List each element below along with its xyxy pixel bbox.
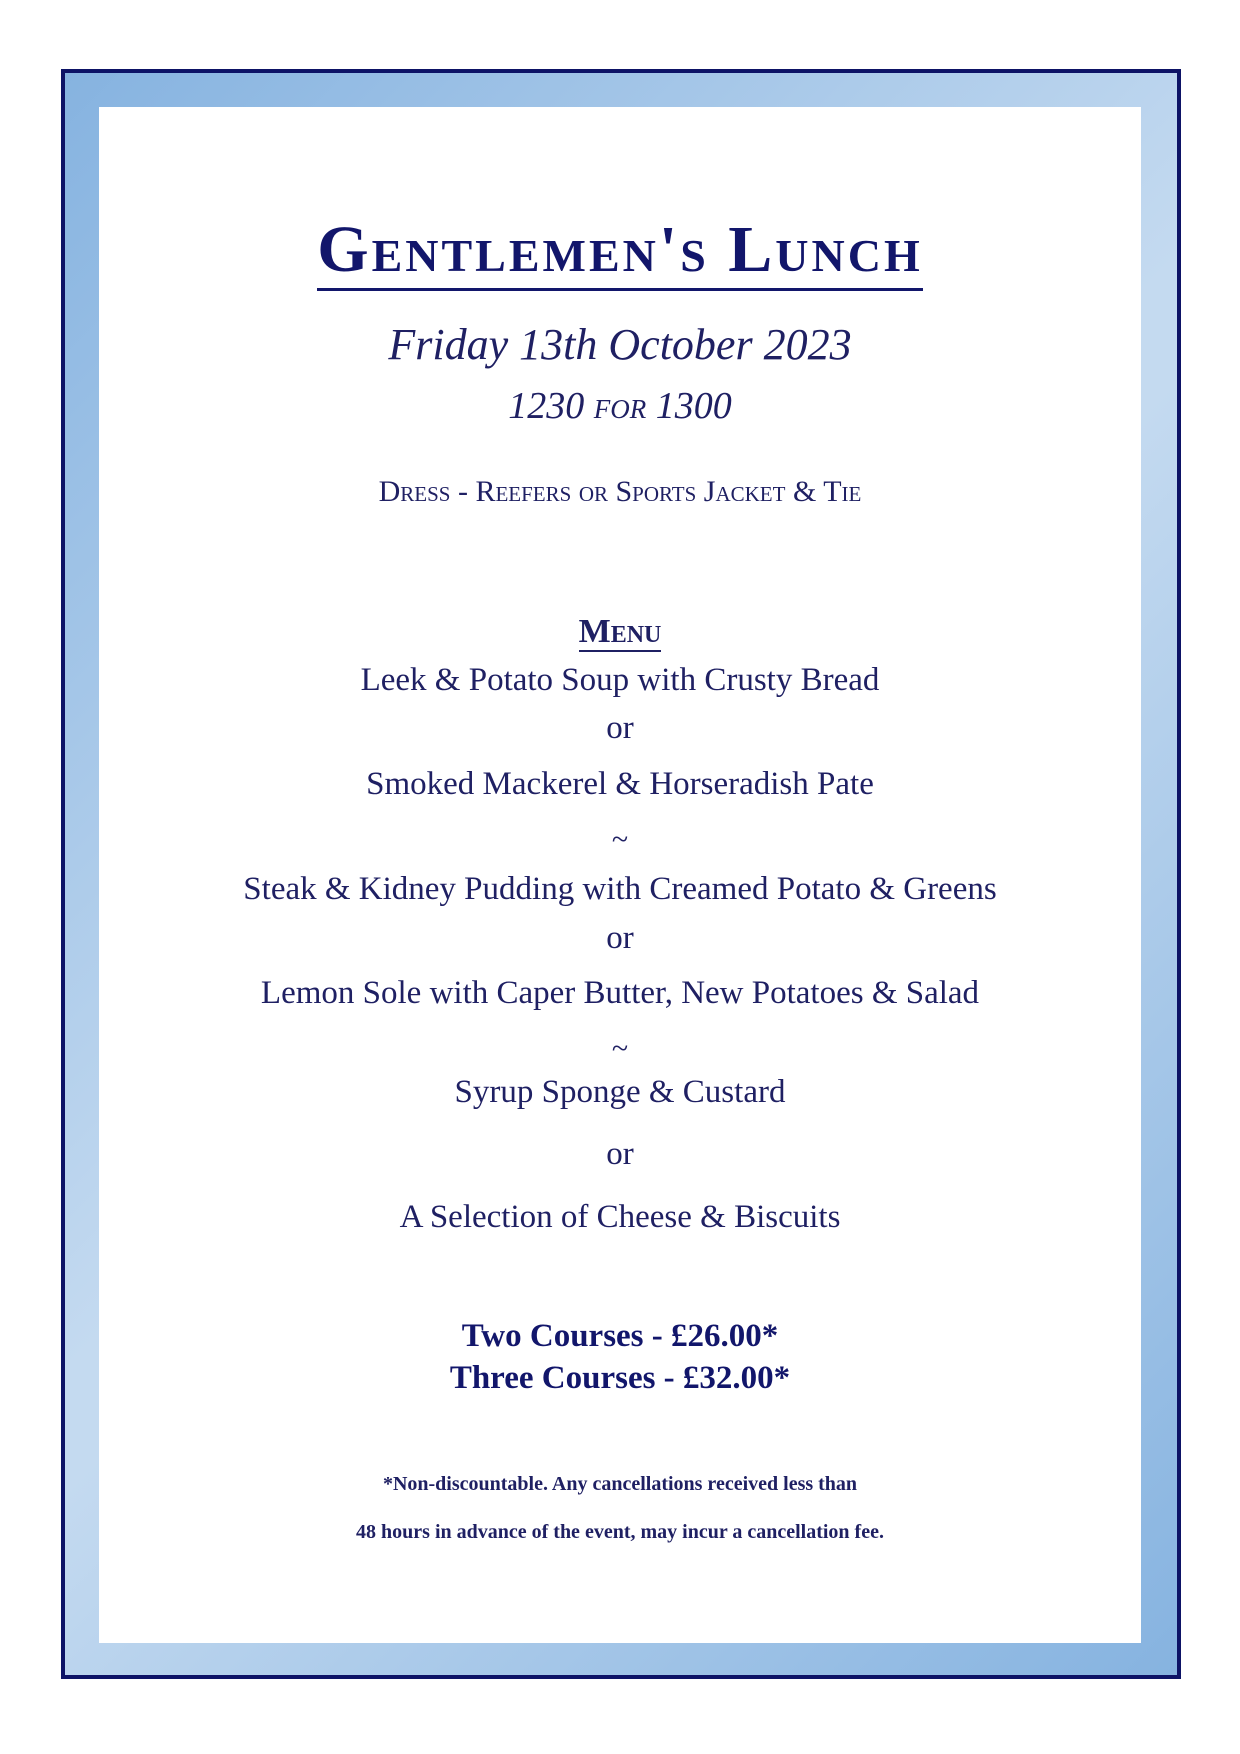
event-date: Friday 13th October 2023 (388, 320, 852, 369)
menu-item-dessert-1: Syrup Sponge & Custard (454, 1074, 786, 1110)
menu-item-dessert-2: A Selection of Cheese & Biscuits (399, 1199, 841, 1235)
menu-item-starter-1: Leek & Potato Soup with Crusty Bread (360, 662, 880, 698)
menu-or-separator: or (606, 1136, 634, 1172)
event-time: 1230 for 1300 (508, 385, 732, 427)
menu-item-starter-2: Smoked Mackerel & Horseradish Pate (366, 766, 874, 802)
footnote-line-2: 48 hours in advance of the event, may incur a cancellation fee. (356, 1521, 884, 1543)
menu-item-main-1: Steak & Kidney Pudding with Creamed Potato & Greens (243, 871, 997, 907)
course-separator: ~ (611, 1032, 629, 1065)
menu-heading-text: Menu (578, 613, 662, 650)
menu-or-separator: or (606, 710, 634, 746)
price-two-courses: Two Courses - £26.00* (461, 1318, 779, 1354)
dress-code: Dress - Reefers or Sports Jacket & Tie (378, 475, 862, 508)
event-title (99, 213, 1141, 286)
event-title-text: Gentlemen's Lunch (317, 213, 922, 291)
menu-or-separator: or (606, 920, 634, 956)
price-three-courses: Three Courses - £32.00* (449, 1360, 791, 1396)
course-separator: ~ (611, 823, 629, 856)
menu-item-main-2: Lemon Sole with Caper Butter, New Potatoes & Salad (260, 975, 980, 1011)
menu-heading (99, 615, 1141, 649)
footnote-line-1: *Non-discountable. Any cancellations received less than (382, 1473, 858, 1495)
